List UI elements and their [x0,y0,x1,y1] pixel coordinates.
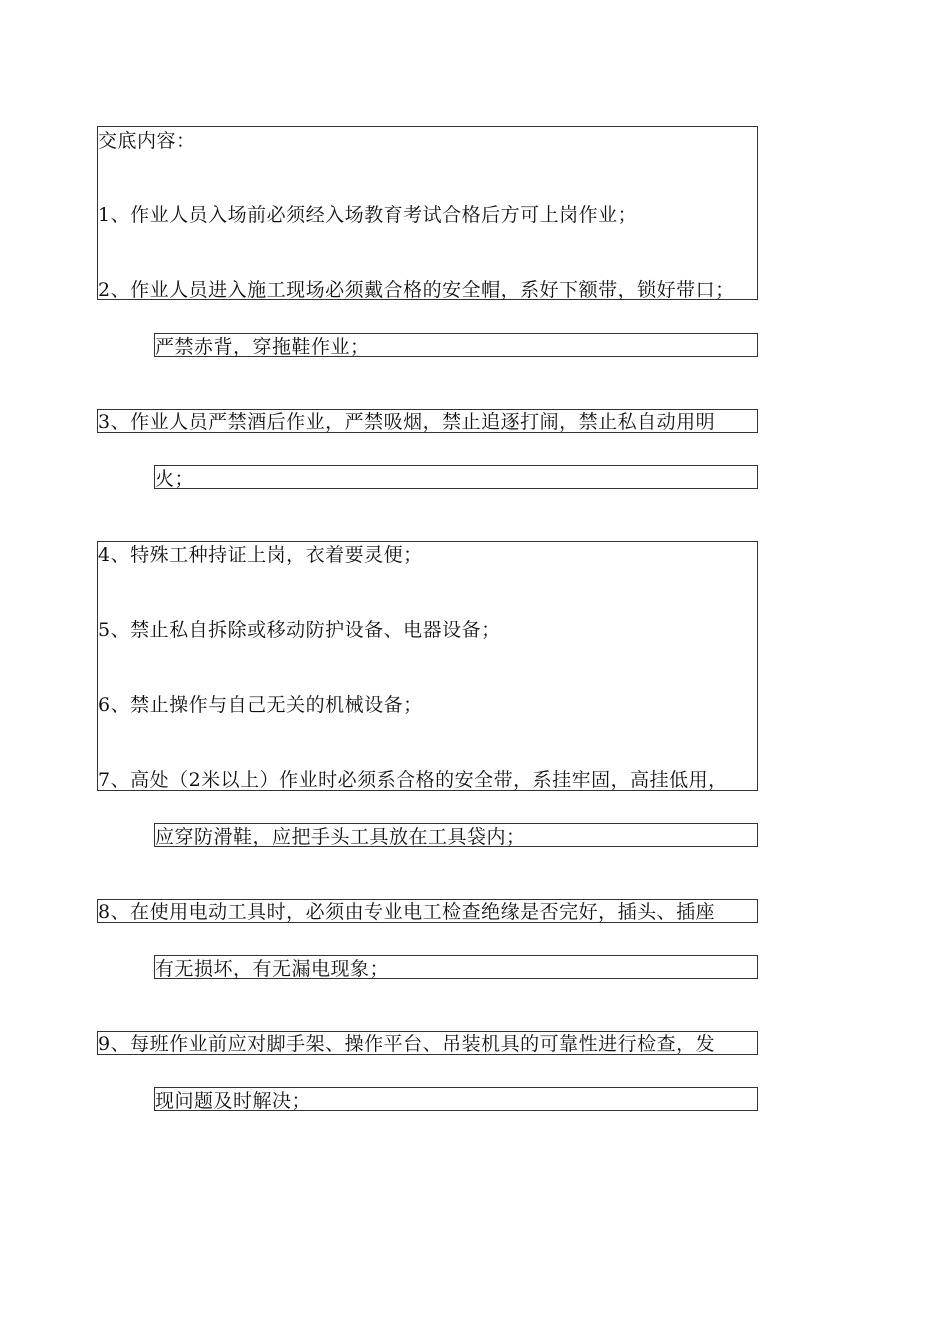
rule-item-3-continued: 火； [155,468,195,490]
content-box-item3-cont [154,465,758,489]
rule-item-5: 5、禁止私自拆除或移动防护设备、电器设备； [98,619,501,641]
rule-item-7: 7、高处（2米以上）作业时必须系合格的安全带，系挂牢固，高挂低用， [98,769,728,791]
rule-item-8-continued: 有无损坏，有无漏电现象； [155,958,390,980]
rule-item-7-continued: 应穿防滑鞋，应把手头工具放在工具袋内； [155,826,526,848]
rule-item-1: 1、作业人员入场前必须经入场教育考试合格后方可上岗作业； [98,204,638,226]
rule-item-4: 4、特殊工种持证上岗，衣着要灵便； [98,544,423,566]
rule-item-3: 3、作业人员严禁酒后作业，严禁吸烟，禁止追逐打闹，禁止私自动用明 [98,411,716,433]
section-heading: 交底内容： [98,130,196,152]
rule-item-8: 8、在使用电动工具时，必须由专业电工检查绝缘是否完好，插头、插座 [98,901,716,923]
rule-item-2-continued: 严禁赤背，穿拖鞋作业； [155,336,370,358]
rule-item-9-continued: 现问题及时解决； [155,1090,312,1112]
rule-item-9: 9、每班作业前应对脚手架、操作平台、吊装机具的可靠性进行检查，发 [98,1033,716,1055]
content-box-middle [97,541,758,791]
rule-item-2: 2、作业人员进入施工现场必须戴合格的安全帽，系好下额带，锁好带口； [98,279,735,301]
rule-item-6: 6、禁止操作与自己无关的机械设备； [98,694,423,716]
